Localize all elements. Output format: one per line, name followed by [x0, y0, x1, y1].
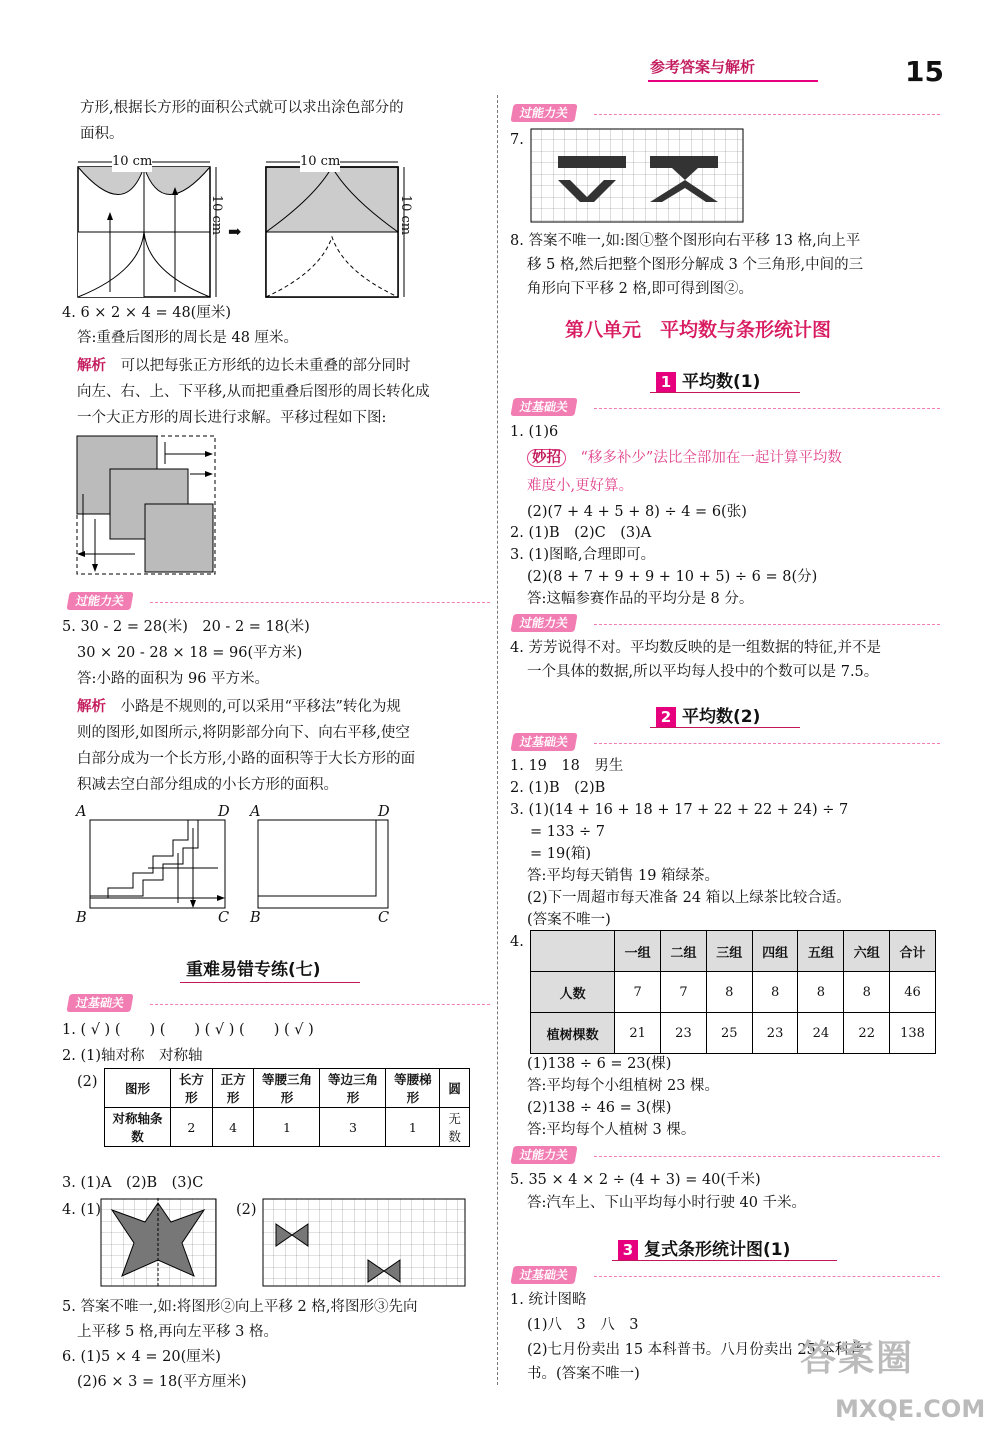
section-tag: 过能力关 — [510, 1146, 577, 1164]
table-cell: 1 — [386, 1108, 440, 1147]
table-cell: 7 — [615, 972, 661, 1013]
answer-line: (2)七月份卖出 15 本科普书。八月份卖出 25 本科普 — [527, 1342, 864, 1358]
square-translation-figure — [70, 152, 490, 302]
answer-line: 上平移 5 格,再向左平移 3 格。 — [77, 1324, 278, 1340]
answer-line: 5. 30 - 2 = 28(米) 20 - 2 = 18(米) — [62, 619, 310, 635]
answer-line: 30 × 20 - 28 × 18 = 96(平方米) — [77, 645, 303, 661]
tip-line: 妙招 “移多补少”法比全部加在一起计算平均数 — [527, 448, 842, 468]
section-underline — [612, 1260, 837, 1261]
table-cell: 24 — [798, 1013, 844, 1054]
translation-grid-figure — [530, 128, 745, 224]
answer-line: 5. 答案不唯一,如:将图形②向上平移 2 格,将图形③先向 — [62, 1299, 418, 1315]
answer-line: (2) — [77, 1074, 98, 1090]
answer-line: (答案不唯一) — [527, 912, 611, 928]
answer-line: 移 5 格,然后把整个图形分解成 3 个三角形,中间的三 — [527, 257, 864, 273]
answer-line: (2)(8 + 7 + 9 + 9 + 10 + 5) ÷ 6 = 8(分) — [527, 569, 818, 585]
answer-line: 答:平均每个小组植树 23 棵。 — [527, 1078, 720, 1094]
table-header: 圆 — [440, 1069, 470, 1108]
answer-line: (2)6 × 3 = 18(平方厘米) — [77, 1374, 247, 1390]
table-cell: 46 — [890, 972, 936, 1013]
arrow-right-icon: ➡ — [228, 222, 242, 241]
answer-line: (1)八 3 八 3 — [527, 1317, 639, 1333]
answer-line: 3. (1)(14 + 16 + 18 + 17 + 22 + 22 + 24) ÷ 7 — [510, 802, 849, 818]
table-header: 正方形 — [212, 1069, 254, 1108]
section-underline — [650, 392, 800, 393]
analysis-line: 解析 小路是不规则的,可以采用“平移法”转化为规 — [77, 699, 401, 715]
table-cell: 8 — [706, 972, 752, 1013]
lesson-title: 3 复式条形统计图(1) — [618, 1235, 790, 1260]
table-row-label: 对称轴条数 — [105, 1108, 171, 1147]
table-header — [531, 931, 615, 972]
answer-line: 2. (1)轴对称 对称轴 — [62, 1048, 203, 1064]
table-cell: 3 — [320, 1108, 386, 1147]
watermark-logo: 答案圈 — [800, 1338, 915, 1379]
table-cell: 2 — [170, 1108, 212, 1147]
overlapping-squares-figure — [75, 434, 220, 579]
tag-dash-line — [594, 1276, 940, 1277]
dim-label: 10 cm — [209, 194, 225, 236]
dim-label: 10 cm — [398, 194, 414, 236]
section-tag: 过基础关 — [510, 398, 577, 416]
point-label: B — [250, 910, 261, 926]
tag-dash-line — [150, 602, 490, 603]
table-cell: 21 — [615, 1013, 661, 1054]
result-rectangle-figure — [256, 818, 396, 913]
section-tag: 过基础关 — [510, 733, 577, 751]
text-line: 面积。 — [80, 126, 124, 142]
table-header: 六组 — [844, 931, 890, 972]
section-tag: 过基础关 — [510, 1266, 577, 1284]
lesson-title: 1 平均数(1) — [656, 367, 760, 392]
answer-line: 4. — [510, 934, 524, 950]
tag-dash-line — [594, 114, 940, 115]
section-tag: 过能力关 — [510, 104, 577, 122]
answer-line: (2)下一周超市每天准备 24 箱以上绿茶比较合适。 — [527, 890, 851, 906]
dim-label: 10 cm — [300, 152, 340, 172]
answer-line: 1. 19 18 男生 — [510, 758, 624, 774]
answer-line: 3. (1)A (2)B (3)C — [62, 1175, 204, 1191]
table-cell: 23 — [752, 1013, 798, 1054]
answer-line: 1. ( √ ) ( ) ( ) ( √ ) ( ) ( √ ) — [62, 1022, 314, 1038]
table-header: 一组 — [615, 931, 661, 972]
point-label: A — [76, 804, 87, 820]
analysis-line: 白部分成为一个长方形,小路的面积等于大长方形的面 — [77, 751, 416, 767]
table-cell: 22 — [844, 1013, 890, 1054]
answer-line: 答:重叠后图形的周长是 48 厘米。 — [77, 330, 299, 346]
table-cell: 8 — [752, 972, 798, 1013]
answer-line: 4. 6 × 2 × 4 = 48(厘米) — [62, 305, 231, 321]
section-underline — [650, 727, 800, 728]
symmetry-axes-table — [104, 1068, 470, 1147]
answer-line: 4. 芳芳说得不对。平均数反映的是一组数据的特征,并不是 — [510, 640, 882, 656]
answer-line: (2)(7 + 4 + 5 + 8) ÷ 4 = 6(张) — [527, 504, 747, 520]
answer-line: (1)138 ÷ 6 = 23(棵) — [527, 1056, 672, 1072]
answer-line: 一个具体的数据,所以平均每人投中的个数可以是 7.5。 — [527, 664, 879, 680]
table-cell: 8 — [844, 972, 890, 1013]
tag-dash-line — [594, 408, 940, 409]
analysis-line: 一个大正方形的周长进行求解。平移过程如下图: — [77, 410, 387, 426]
table-cell: 138 — [890, 1013, 936, 1054]
header-underline — [648, 80, 818, 82]
table-header: 四组 — [752, 931, 798, 972]
table-header: 合计 — [890, 931, 936, 972]
table-header: 长方形 — [170, 1069, 212, 1108]
point-label: C — [378, 910, 390, 926]
table-header: 等边三角形 — [320, 1069, 386, 1108]
analysis-label: 解析 — [77, 358, 106, 374]
table-header: 图形 — [105, 1069, 171, 1108]
answer-line: 4. (1) — [62, 1202, 101, 1218]
tip-line: 难度小,更好算。 — [527, 478, 634, 494]
answer-line: 6. (1)5 × 4 = 20(厘米) — [62, 1349, 221, 1365]
table-header: 等腰梯形 — [386, 1069, 440, 1108]
analysis-line: 积减去空白部分组成的小长方形的面积。 — [77, 777, 338, 793]
watermark-url: MXQE.COM — [835, 1395, 986, 1423]
answer-line: 2. (1)B (2)C (3)A — [510, 525, 652, 541]
table-cell: 8 — [798, 972, 844, 1013]
answer-line: (2)138 ÷ 46 = 3(棵) — [527, 1100, 672, 1116]
table-header: 二组 — [661, 931, 707, 972]
answer-line: (2) — [236, 1202, 257, 1218]
point-label: D — [218, 804, 230, 820]
analysis-label: 解析 — [77, 699, 106, 715]
answer-line: = 133 ÷ 7 — [530, 824, 606, 840]
analysis-line: 解析 可以把每张正方形纸的边长未重叠的部分同时 — [77, 358, 411, 374]
answer-line: 答:平均每天销售 19 箱绿茶。 — [527, 868, 720, 884]
table-row-label: 植树棵数 — [531, 1013, 615, 1054]
answer-line: 1. (1)6 — [510, 424, 559, 440]
section-tag: 过能力关 — [510, 614, 577, 632]
tag-dash-line — [594, 1156, 940, 1157]
analysis-line: 向左、右、上、下平移,从而把重叠后图形的周长转化成 — [77, 384, 430, 400]
answer-line: 答:平均每个人植树 3 棵。 — [527, 1122, 696, 1138]
text-line: 方形,根据长方形的面积公式就可以求出涂色部分的 — [80, 100, 404, 116]
column-divider — [497, 95, 498, 1385]
answer-line: 答:这幅参赛作品的平均分是 8 分。 — [527, 591, 754, 607]
tag-dash-line — [594, 743, 940, 744]
page-number: 15 — [905, 55, 944, 88]
answer-line: 1. 统计图略 — [510, 1292, 587, 1308]
section-tag: 过基础关 — [66, 994, 133, 1012]
table-cell: 无数 — [440, 1108, 470, 1147]
answer-line: = 19(箱) — [530, 846, 592, 862]
table-cell: 7 — [661, 972, 707, 1013]
unit-title: 第八单元 平均数与条形统计图 — [565, 319, 832, 341]
answer-line: 8. 答案不唯一,如:图①整个图形向右平移 13 格,向上平 — [510, 233, 861, 249]
table-header: 五组 — [798, 931, 844, 972]
answer-line: 答:汽车上、下山平均每小时行驶 40 千米。 — [527, 1195, 807, 1211]
header-title: 参考答案与解析 — [650, 58, 756, 76]
section-tag: 过能力关 — [66, 592, 133, 610]
tree-planting-table — [530, 930, 936, 1054]
section-title: 重难易错专练(七) — [186, 960, 321, 980]
table-header: 三组 — [706, 931, 752, 972]
point-label: B — [76, 910, 87, 926]
answer-line: 2. (1)B (2)B — [510, 780, 606, 796]
answer-line: 3. (1)图略,合理即可。 — [510, 547, 656, 563]
answer-line: 书。(答案不唯一) — [527, 1366, 640, 1382]
answer-line: 答:小路的面积为 96 平方米。 — [77, 671, 270, 687]
point-label: C — [218, 910, 230, 926]
answer-line: 7. — [510, 132, 524, 148]
translated-bowtie-grid — [262, 1198, 467, 1288]
table-cell: 1 — [254, 1108, 320, 1147]
table-cell: 4 — [212, 1108, 254, 1147]
path-translation-figure — [88, 818, 228, 913]
symmetric-star-grid — [100, 1198, 218, 1288]
tag-dash-line — [150, 1004, 490, 1005]
table-cell: 23 — [661, 1013, 707, 1054]
analysis-line: 则的图形,如图所示,将阴影部分向下、向右平移,使空 — [77, 725, 410, 741]
table-cell: 25 — [706, 1013, 752, 1054]
lesson-title: 2 平均数(2) — [656, 702, 760, 727]
dim-label: 10 cm — [112, 152, 152, 172]
table-header: 等腰三角形 — [254, 1069, 320, 1108]
point-label: A — [250, 804, 261, 820]
tag-dash-line — [594, 624, 940, 625]
answer-line: 5. 35 × 4 × 2 ÷ (4 + 3) = 40(千米) — [510, 1172, 761, 1188]
point-label: D — [378, 804, 390, 820]
answer-line: 角形向下平移 2 格,即可得到图②。 — [527, 281, 754, 297]
tip-label: 妙招 — [527, 449, 566, 467]
section-underline — [180, 982, 360, 983]
table-row-label: 人数 — [531, 972, 615, 1013]
